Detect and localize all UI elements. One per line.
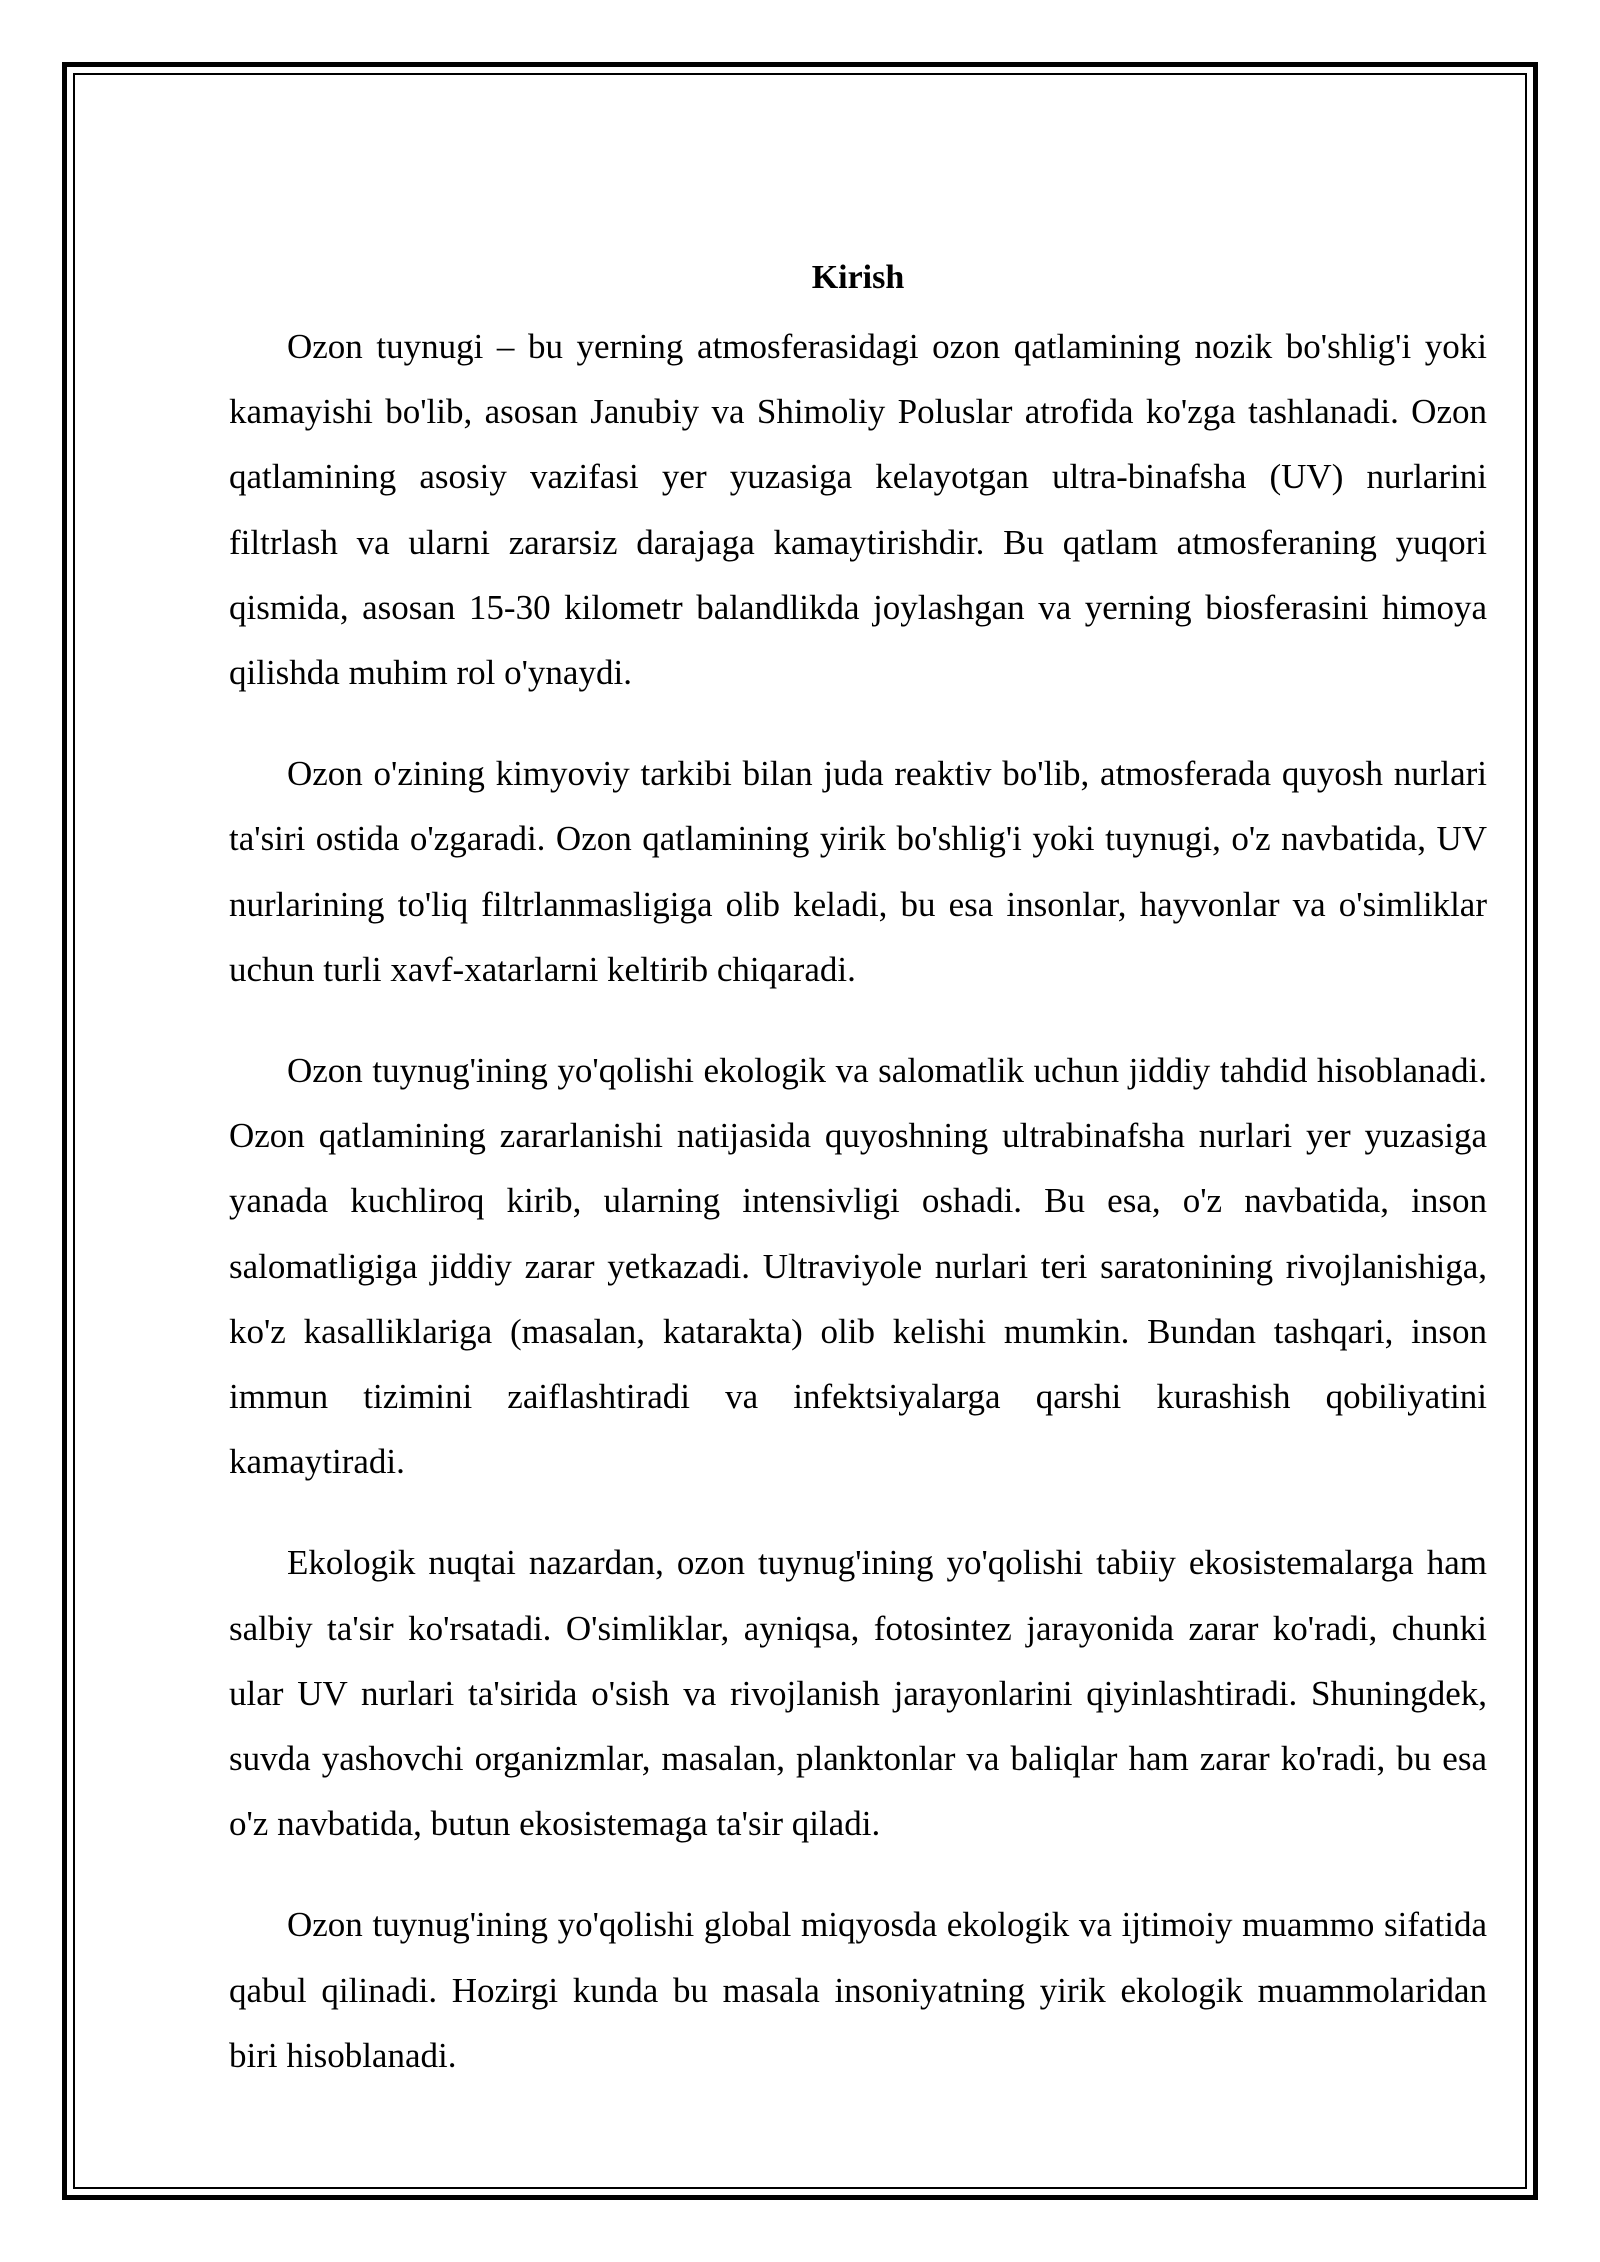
- paragraph-2: Ozon o'zining kimyoviy tarkibi bilan juda reaktiv bo'lib, atmosferada quyosh nurlari ta'siri ostida o'zgaradi. Ozon qatlamining yirik bo'shlig'i yoki tuynugi, o'z navbatida, UV nurlarining to'liq filtrlanmasligiga olib keladi, bu esa insonlar, hayvonlar va o'simliklar uchun turli xavf-xatarlarni keltirib chiqaradi.: [229, 754, 1487, 989]
- paragraph-3: Ozon tuynug'ining yo'qolishi ekologik va salomatlik uchun jiddiy tahdid hisoblanadi. Ozon qatlamining zararlanishi natijasida quyoshning ultrabinafsha nurlari yer yuzasiga yanada kuchliroq kirib, ularning intensivligi oshadi. Bu esa, o'z navbatida, inson salomatligiga jiddiy zarar yetkazadi. Ultraviyole nurlari teri saratonining rivojlanishiga, ko'z kasalliklariga (masalan, katarakta) olib kelishi mumkin. Bundan tashqari, inson immun tizimini zaiflashtiradi va infektsiyalarga qarshi kurashish qobiliyatini kamaytiradi.: [229, 1051, 1487, 1482]
- section-title: Kirish: [811, 259, 905, 296]
- paragraph-5: Ozon tuynug'ining yo'qolishi global miqyosda ekologik va ijtimoiy muammo sifatida qabul qilinadi. Hozirgi kunda bu masala insoniyatning yirik ekologik muammolaridan biri hisoblanadi.: [229, 1905, 1487, 2075]
- paragraph-1: Ozon tuynugi – bu yerning atmosferasidagi ozon qatlamining nozik bo'shlig'i yoki kamayishi bo'lib, asosan Janubiy va Shimoliy Poluslar atrofida ko'zga tashlanadi. Ozon qatlamining asosiy vazifasi yer yuzasiga kelayotgan ultra-binafsha (UV) nurlarini filtrlash va ularni zararsiz darajaga kamaytirishdir. Bu qatlam atmosferaning yuqori qismida, asosan 15-30 kilometr balandlikda joylashgan va yerning biosferasini himoya qilishda muhim rol o'ynaydi.: [229, 327, 1487, 693]
- paragraph-4: Ekologik nuqtai nazardan, ozon tuynug'ining yo'qolishi tabiiy ekosistemalarga ham salbiy ta'sir ko'rsatadi. O'simliklar, ayniqsa, fotosintez jarayonida zarar ko'radi, chunki ular UV nurlari ta'sirida o'sish va rivojlanish jarayonlarini qiyinlashtiradi. Shuningdek, suvda yashovchi organizmlar, masalan, planktonlar va baliqlar ham zarar ko'radi, bu esa o'z navbatida, butun ekosistemaga ta'sir qiladi.: [229, 1543, 1487, 1844]
- document-body: [229, 250, 1487, 2124]
